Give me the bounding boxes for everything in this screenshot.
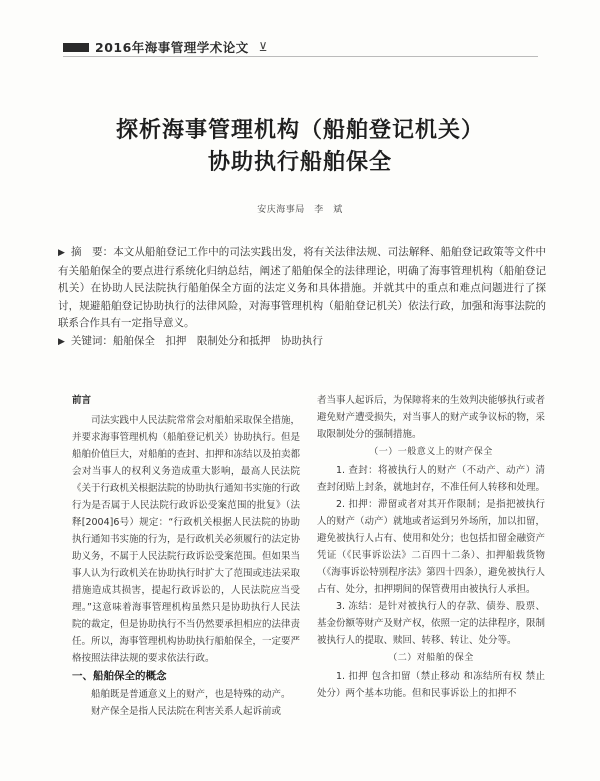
triangle-bullet-icon: ▶ xyxy=(58,336,65,347)
keywords-text: 船舶保全 扣押 限制处分和抵押 协助执行 xyxy=(112,334,323,347)
header-bar xyxy=(63,43,89,52)
list-item-seal: 1. 查封：将被执行人的财产（不动产、动产）清查封闭贴上封条，就地封存，不准任何人转移和处理。 xyxy=(317,465,546,493)
header-divider xyxy=(63,56,538,57)
article-title-line2: 协助执行船舶保全 xyxy=(207,150,392,175)
running-header-title: 2016年海事管理学术论文 xyxy=(95,40,249,55)
list-item-ship-arrest: 1. 扣押 包含扣留（禁止移动 和冻结所有权 禁止处分）两个基本功能。但和民事诉讼上的扣押不 xyxy=(317,671,545,699)
section1-paragraph-1: 船舶既是普通意义上的财产，也是特殊的动产。 xyxy=(91,689,291,700)
subsection-heading-2: （二）对船舶的保全 xyxy=(388,653,474,663)
section1-paragraph-2: 财产保全是指人民法院在利害关系人起诉前或 xyxy=(91,706,282,717)
abstract-text: 本文从船舶登记工作中的司法实践出发，将有关法律法规、司法解释、船舶登记政策等文件中有关船舶保全的要点进行系统化归纳总结，阐述了船舶保全的法律理论，明确了海事管理机构（船舶登记机关）在协助人民法院执行船舶保全方面的法定义务和具体措施。并就其中的重点和难点问题进行了探讨，规避船舶登记协助执行的法律风险，对海事管理机构（船舶登记机关）依法行政，加强和海事法院的联系合作具有一定指导意义。 xyxy=(58,246,547,329)
triangle-bullet-icon: ▶ xyxy=(58,248,65,258)
abstract-block xyxy=(58,244,546,351)
header-mark: ⊻ xyxy=(258,40,268,54)
section1-heading: 一、船舶保全的概念 xyxy=(72,670,167,682)
left-column xyxy=(72,392,300,720)
article-title-line1: 探析海事管理机构（船舶登记机关） xyxy=(115,118,484,143)
subsection-heading-1: （一）一般意义上的财产保全 xyxy=(369,447,493,457)
keywords-line xyxy=(58,333,546,352)
preface-heading: 前言 xyxy=(72,395,92,406)
right-column xyxy=(317,392,545,702)
list-item-freeze: 3. 冻结：是针对被执行人的存款、债券、股票、基金份额等财产及财产权，依照一定的法律程序，限制被执行人的提取、赎回、转移、转让、处分等。 xyxy=(317,601,546,646)
abstract-label: 摘 要： xyxy=(70,246,114,258)
continued-paragraph: 者当事人起诉后，为保障将来的生效判决能够执行或者避免财产遭受损失，对当事人的财产或争议标的物，采取限制处分的强制措施。 xyxy=(317,395,546,440)
preface-paragraph: 司法实践中人民法院常常会对船舶采取保全措施，并要求海事管理机构（船舶登记机关）协助执行。但是船舶价值巨大，对船舶的查封、扣押和冻结以及拍卖都会对当事人的权利义务造成重大影响，最高人民法院《关于行政机关根据法院的协助执行通知书实施的行政行为是否属于人民法院行政诉讼受案范围的批复》（法释[2004]6号）规定：“行政机关根据人民法院的协助执行通知书实施的行为，是行政机关必须履行的法定协助义务，不属于人民法院行政诉讼受案范围。但如果当事人认为行政机关在协助执行时扩大了范围或违法采取措施造成其损害，提起行政诉讼的，人民法院应当受理。”这意味着海事管理机构虽然只是协助执行人民法院的裁定，但是协助执行不当仍然要承担相应的法律责任。所以，海事管理机构协助执行船舶保全，一定要严格按照法律法规的要求依法行政。 xyxy=(72,415,301,664)
running-header xyxy=(63,38,268,56)
article-author: 安庆海事局 李 斌 xyxy=(257,205,343,215)
abstract-paragraph xyxy=(58,244,546,333)
keywords-label: 关键词： xyxy=(70,334,113,347)
list-item-detain: 2. 扣押：滞留或者对其开作限制；是指把被执行人的财产（动产）就地或者运到另外场所，加以扣留，避免被执行人占有、使用和处分；也包括扣留金融资产凭证（《民事诉讼法》二百四十二条）、扣押船载货物（《海事诉讼特别程序法》第四十四条），避免被执行人占有、处分，扣押期间的保管费用由被执行人承担。 xyxy=(317,499,546,595)
